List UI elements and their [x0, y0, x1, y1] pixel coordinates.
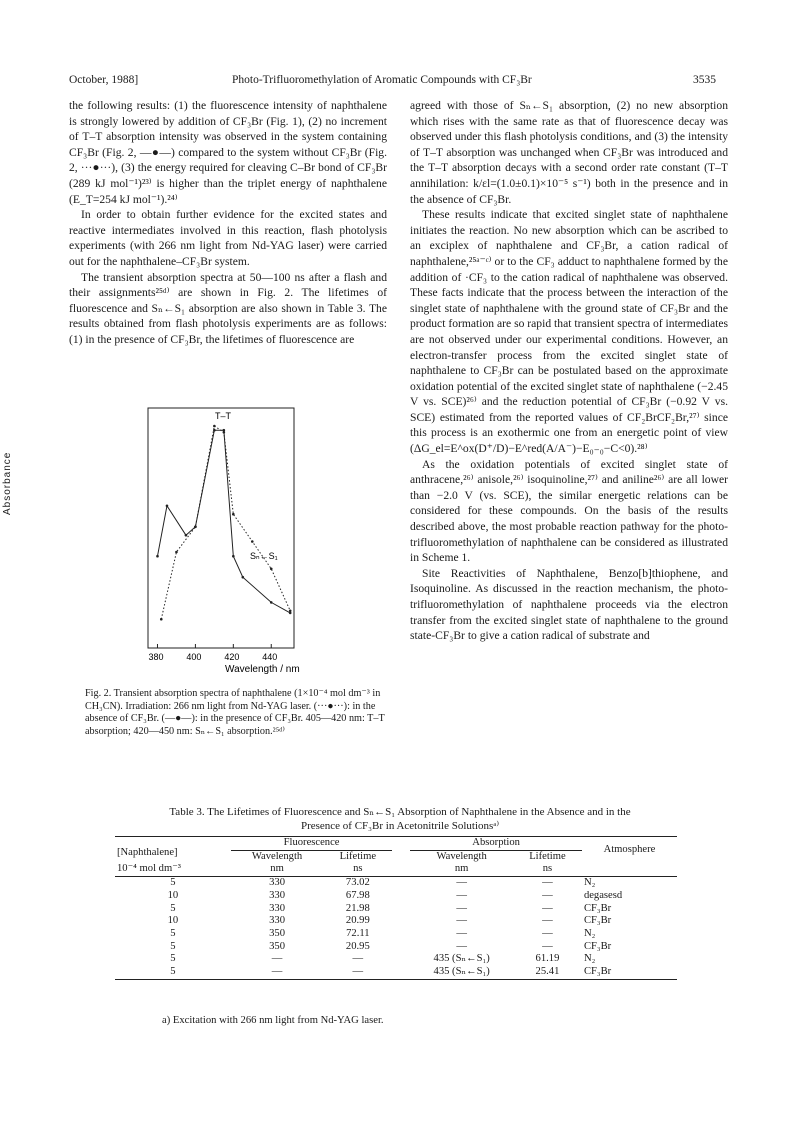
- paragraph: These results indicate that excited singlet state of naphthalene initiates the reaction. No new absorption which can be ascribed to an exciplex of naphthalene and CF₃Br, a cation radical of naphthalene,²⁵ᵃ⁻ᶜ⁾ or to the CF₃ adduct to naphthalene formed by the addition of ·CF₃ to the cation radical of naphthalene was observed. These facts indicate that the process between the interaction of the singlet state of naphthalene with the ground state of CF₃Br and the product formation are so rapid that transient spectra of intermediates are not observed under our experimental conditions. However, an electron-transfer process from the excited singlet state of naphthalene to CF₃Br can be postulated based on the approximate oxidation potential of the excited singlet state of naphthalene (−2.45 V vs. SCE)²⁶⁾ and the reduction potential of CF₃Br (−0.92 V vs. SCE) estimated from the reported values of CF₂BrCF₂Br,²⁷⁾ since this process is an exothermic one from an energetic point of view (ΔG_el=E^ox(D⁺/D)−E^red(A/A⁻)−E₀₋₀−C<0).²⁸⁾: [410, 208, 728, 456]
- left-column: [69, 98, 387, 348]
- x-tick-label: 380: [148, 652, 164, 662]
- paragraph: As the oxidation potentials of excited singlet state of anthracene,²⁶⁾ anisole,²⁶⁾ isoquinoline,²⁷⁾ and aniline²⁶⁾ are all lower than −2.0 V (vs. SCE), the similar energetic relations can be considered for these compounds. On the basis of the results described above, the most probable reaction pathway for the photo-trifluoromethylation of naphthalene can be considered as illustrated in Scheme 1.: [410, 457, 728, 565]
- table-cell: [392, 941, 410, 954]
- table-cell: 10: [167, 915, 179, 927]
- table-cell: 5: [170, 940, 176, 952]
- transient-absorption-chart: [140, 404, 340, 676]
- col-head-lifetime: Lifetime: [529, 850, 566, 862]
- table-cell: 5: [170, 953, 176, 965]
- table-cell: [392, 890, 410, 903]
- col-head-atmosphere: Atmosphere: [603, 843, 656, 855]
- table-cell: 10: [167, 889, 179, 901]
- table-cell: 330: [269, 915, 286, 927]
- table-cell: 330: [269, 902, 286, 914]
- data-point: [213, 425, 216, 428]
- col-head-conc-unit: 10⁻⁴ mol dm⁻³: [117, 863, 181, 875]
- data-point: [185, 534, 188, 537]
- table-cell: —: [456, 877, 467, 889]
- table-cell: —: [456, 940, 467, 952]
- running-header-date: October, 1988]: [69, 74, 139, 86]
- table-row: [115, 915, 677, 928]
- data-point: [160, 618, 163, 621]
- x-tick-label: 420: [224, 652, 240, 662]
- table-cell: —: [271, 953, 283, 965]
- table-row: [115, 953, 677, 966]
- series-line-presence: [157, 430, 290, 613]
- table-cell: 67.98: [345, 889, 370, 901]
- table-cell: 73.02: [345, 877, 370, 889]
- running-header-title: Photo-Trifluoromethylation of Aromatic Compounds with CF₃Br: [232, 74, 532, 86]
- unit-ns: ns: [542, 863, 553, 875]
- figure-caption: Fig. 2. Transient absorption spectra of naphthalene (1×10⁻⁴ mol dm⁻³ in CH₃CN). Irradiation: 266 nm light from Nd-YAG laser. (···●···): in the absence of CF₃Br. (—●—): in the presence of CF₃Br. 405—420 nm: T–T absorption; 420—450 nm: Sₙ←S₁ absorption.²⁵ᵈ⁾: [85, 688, 385, 737]
- table-cell: —: [542, 889, 553, 901]
- data-point: [232, 555, 235, 558]
- unit-nm: nm: [454, 863, 469, 875]
- table-cell: [392, 915, 410, 928]
- table-cell: [392, 966, 410, 979]
- table-cell: [392, 877, 410, 890]
- table-cell: —: [352, 953, 364, 965]
- plot-frame: [148, 408, 294, 648]
- x-tick-label: 400: [186, 652, 202, 662]
- col-head-conc: [Naphthalene]: [117, 846, 178, 858]
- table-cell: CF₃Br: [583, 940, 612, 952]
- peak-label-sn: Sₙ←S₁: [250, 551, 278, 561]
- table-cell: CF₃Br: [583, 966, 612, 978]
- table-cell: 72.11: [346, 927, 370, 939]
- table-cell: —: [542, 940, 553, 952]
- table-cell: 25.41: [535, 966, 560, 978]
- peak-label-tt: T–T: [215, 411, 232, 421]
- right-column: [410, 98, 728, 644]
- table-footnote: a) Excitation with 266 nm light from Nd-YAG laser.: [162, 1015, 384, 1026]
- data-point: [251, 540, 254, 543]
- table-row: [115, 928, 677, 941]
- table-cell: 435 (Sₙ←S₁): [433, 953, 490, 965]
- paragraph: the following results: (1) the fluorescence intensity of naphthalene is strongly lowered by addition of CF₃Br (Fig. 1), (2) no increment of T–T absorption intensity was observed in the system containing CF₃Br (Fig. 2, —●—) compared to the system without CF₃Br (Fig. 2, ···●···), (3) the energy required for cleaving C–Br bond of CF₃Br (289 kJ mol⁻¹)²³⁾ is higher than the triplet energy of naphthalene (E_T=254 kJ mol⁻¹).²⁴⁾: [69, 99, 387, 206]
- table-row: [115, 941, 677, 954]
- table-cell: 435 (Sₙ←S₁): [433, 966, 490, 978]
- table-cell: CF₃Br: [583, 902, 612, 914]
- lifetimes-table: [115, 836, 677, 980]
- data-point: [175, 551, 178, 554]
- table-cell: 330: [269, 877, 286, 889]
- table-cell: 5: [170, 966, 176, 978]
- table-cell: N₂: [583, 927, 596, 939]
- paragraph: The transient absorption spectra at 50—100 ns after a flash and their assignments²⁵ᵈ⁾ are shown in Fig. 2. The lifetimes of fluorescence and Sₙ←S₁ absorption are also shown in Table 3. The results obtained from flash photolysis experiments are as follows: (1) in the presence of CF₃Br, the lifetimes of fluorescence are: [69, 270, 387, 346]
- unit-nm: nm: [270, 863, 284, 875]
- table-cell: [392, 953, 410, 966]
- table-cell: —: [456, 915, 467, 927]
- table-title: Table 3. The Lifetimes of Fluorescence and Sₙ←S₁ Absorption of Naphthalene in the Absence and in the Presence of CF₃Br in Acetonitrile Solutionsᵃ⁾: [169, 806, 631, 832]
- table-cell: 350: [269, 927, 286, 939]
- table-cell: N₂: [583, 953, 596, 965]
- table-row: [115, 903, 677, 916]
- group-head-fluorescence: Fluorescence: [231, 837, 393, 851]
- chart-xlabel: Wavelength / nm: [225, 664, 300, 675]
- data-point: [194, 526, 197, 529]
- unit-ns: ns: [353, 863, 363, 875]
- table-cell: [392, 928, 410, 941]
- page-number: 3535: [693, 74, 716, 86]
- table-cell: [392, 903, 410, 916]
- data-point: [156, 555, 159, 558]
- table-cell: 330: [269, 889, 286, 901]
- table-cell: —: [542, 927, 553, 939]
- table-cell: 5: [170, 877, 176, 889]
- table-cell: 20.99: [345, 915, 370, 927]
- data-point: [242, 576, 245, 579]
- data-point: [270, 568, 273, 571]
- table-cell: 20.95: [345, 940, 370, 952]
- table-cell: —: [352, 966, 364, 978]
- paragraph: In order to obtain further evidence for the excited states and reactive intermediates involved in this reaction, flash photolysis experiments (with 266 nm light from Nd-YAG laser) were carried out for the naphthalene–CF₃Br system.: [69, 208, 387, 268]
- table-row: [115, 966, 677, 979]
- table-cell: 350: [269, 940, 286, 952]
- table-cell: 21.98: [345, 902, 370, 914]
- data-point: [223, 431, 226, 434]
- table-cell: N₂: [583, 877, 596, 889]
- paragraph: agreed with those of Sₙ←S₁ absorption, (2) no new absorption which rises with the same rate as that of fluorescence decay was observed under this flash photolysis conditions, and (3) the intensity of T–T absorption was unchanged when CF₃Br was introduced and the T–T absorption decays with a second order rate constant (T–T annihilation: k/εl=(1.0±0.1)×10⁻⁵ s⁻¹) both in the presence and in the absence of CF₃Br.: [410, 99, 728, 206]
- col-head-wavelength: Wavelength: [251, 850, 303, 862]
- data-point: [166, 505, 169, 508]
- table-cell: degasesd: [583, 889, 623, 901]
- section-paragraph: Site Reactivities of Naphthalene, Benzo[b]thiophene, and Isoquinoline. As discussed in the reaction mechanism, the photo-trifluoromethylation of naphthalene proceeds via the electron transfer from the excited singlet state of naphthalene to the ground state-CF₃Br to give a cation radical of substrate and: [410, 566, 728, 643]
- table-cell: CF₃Br: [583, 915, 612, 927]
- table-cell: —: [542, 877, 553, 889]
- chart-ylabel: Absorbance: [2, 451, 13, 515]
- data-point: [270, 601, 273, 604]
- table-row: [115, 890, 677, 903]
- table-cell: —: [456, 889, 467, 901]
- table-cell: —: [542, 902, 553, 914]
- table-cell: —: [271, 966, 283, 978]
- table-cell: —: [542, 915, 553, 927]
- col-head-wavelength: Wavelength: [436, 850, 487, 862]
- col-head-lifetime: Lifetime: [339, 850, 377, 862]
- table-cell: —: [456, 902, 467, 914]
- data-point: [232, 513, 235, 516]
- table-row: [115, 877, 677, 890]
- table-cell: —: [456, 927, 467, 939]
- table-cell: 5: [170, 902, 176, 914]
- group-head-absorption: Absorption: [410, 837, 582, 851]
- table-cell: 5: [170, 927, 176, 939]
- data-point: [289, 610, 292, 613]
- x-tick-label: 440: [262, 652, 278, 662]
- table-cell: 61.19: [535, 953, 560, 965]
